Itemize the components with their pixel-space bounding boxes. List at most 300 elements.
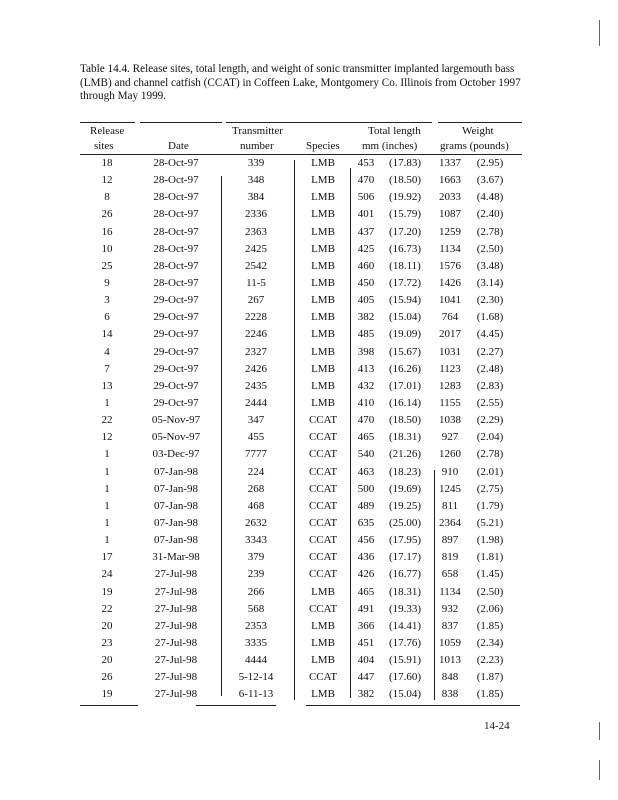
cell-length-mm: 635 [357, 516, 375, 529]
cell-date: 29-Oct-97 [153, 311, 199, 324]
table-row [0, 309, 618, 326]
table-row [0, 412, 618, 429]
cell-weight-grams: 764 [441, 311, 459, 324]
cell-length-inches: (18.31) [388, 431, 422, 444]
cell-site: 1 [104, 448, 110, 461]
cell-weight-pounds: (1.81) [476, 551, 504, 564]
cell-species: CCAT [308, 448, 338, 461]
table-row [0, 361, 618, 378]
cell-site: 19 [101, 585, 113, 598]
cell-transmitter: 339 [247, 157, 265, 169]
cell-site: 8 [104, 191, 110, 204]
cell-weight-pounds: (1.68) [476, 311, 504, 324]
cell-date: 07-Jan-98 [154, 482, 198, 495]
table-row [0, 189, 618, 206]
cell-length-mm: 404 [357, 654, 375, 667]
cell-transmitter: 6-11-13 [238, 688, 274, 701]
cell-weight-pounds: (2.48) [476, 362, 504, 375]
cell-weight-pounds: (2.01) [476, 465, 504, 478]
cell-date: 28-Oct-97 [153, 208, 199, 221]
table-row [0, 241, 618, 258]
cell-species: CCAT [308, 482, 338, 495]
cell-length-inches: (16.26) [388, 362, 422, 375]
cell-date: 29-Oct-97 [153, 362, 199, 375]
header-grams-pounds: grams (pounds) [440, 140, 509, 152]
cell-transmitter: 2632 [245, 516, 267, 529]
cell-date: 03-Dec-97 [152, 448, 200, 461]
cell-weight-pounds: (2.40) [476, 208, 504, 221]
cell-date: 29-Oct-97 [153, 328, 199, 341]
cell-weight-grams: 1087 [439, 208, 461, 221]
cell-site: 7 [104, 362, 110, 375]
cell-weight-pounds: (2.27) [476, 345, 504, 358]
table-row [0, 498, 618, 515]
cell-species: CCAT [308, 431, 338, 444]
cell-length-mm: 456 [357, 534, 375, 547]
cell-length-mm: 491 [357, 602, 375, 615]
cell-date: 07-Jan-98 [154, 499, 198, 512]
cell-weight-grams: 1134 [439, 585, 461, 598]
cell-site: 22 [101, 602, 113, 615]
cell-weight-grams: 2364 [439, 516, 461, 529]
cell-transmitter: 348 [247, 174, 265, 187]
table-row [0, 635, 618, 652]
cell-species: LMB [311, 362, 335, 375]
scan-mark [599, 760, 600, 780]
table-row [0, 584, 618, 601]
cell-weight-pounds: (2.29) [476, 414, 504, 427]
table-row [0, 669, 618, 686]
cell-weight-grams: 1038 [439, 414, 461, 427]
cell-site: 24 [101, 568, 113, 581]
cell-transmitter: 2363 [245, 225, 267, 238]
table-row [0, 446, 618, 463]
cell-species: LMB [311, 345, 335, 358]
cell-weight-pounds: (2.23) [476, 654, 504, 667]
table-row [0, 344, 618, 361]
cell-date: 28-Oct-97 [153, 174, 199, 187]
cell-weight-pounds: (1.98) [476, 534, 504, 547]
cell-site: 1 [104, 516, 110, 529]
cell-weight-pounds: (2.55) [476, 396, 504, 409]
cell-transmitter: 266 [247, 585, 265, 598]
cell-weight-grams: 837 [441, 619, 459, 632]
cell-length-mm: 426 [357, 568, 375, 581]
table-row [0, 155, 618, 172]
cell-weight-pounds: (5.21) [476, 516, 504, 529]
cell-species: LMB [311, 396, 335, 409]
cell-weight-pounds: (1.85) [476, 688, 504, 701]
cell-species: CCAT [308, 671, 338, 684]
cell-weight-grams: 2033 [439, 191, 461, 204]
cell-transmitter: 2435 [245, 379, 267, 392]
cell-weight-grams: 1041 [439, 294, 461, 307]
cell-weight-grams: 848 [441, 671, 459, 684]
cell-length-inches: (17.83) [388, 157, 422, 169]
cell-weight-grams: 897 [441, 534, 459, 547]
table-row [0, 326, 618, 343]
cell-length-mm: 470 [357, 174, 375, 187]
cell-length-mm: 432 [357, 379, 375, 392]
cell-length-mm: 366 [357, 619, 375, 632]
cell-site: 14 [101, 328, 113, 341]
cell-length-mm: 465 [357, 585, 375, 598]
cell-length-inches: (19.09) [388, 328, 422, 341]
cell-length-inches: (17.01) [388, 379, 422, 392]
cell-length-inches: (18.50) [388, 414, 422, 427]
cell-transmitter: 2542 [245, 259, 267, 272]
cell-date: 07-Jan-98 [154, 465, 198, 478]
cell-weight-pounds: (2.78) [476, 448, 504, 461]
cell-weight-grams: 1337 [439, 157, 461, 169]
table-row [0, 172, 618, 189]
cell-weight-pounds: (3.14) [476, 276, 504, 289]
cell-length-mm: 425 [357, 242, 375, 255]
cell-weight-pounds: (4.45) [476, 328, 504, 341]
cell-site: 1 [104, 396, 110, 409]
cell-site: 26 [101, 208, 113, 221]
cell-weight-grams: 1283 [439, 379, 461, 392]
cell-site: 1 [104, 499, 110, 512]
cell-length-mm: 506 [357, 191, 375, 204]
table-row [0, 481, 618, 498]
cell-date: 27-Jul-98 [154, 568, 198, 581]
cell-length-inches: (19.25) [388, 499, 422, 512]
cell-length-inches: (15.04) [388, 688, 422, 701]
cell-site: 20 [101, 619, 113, 632]
cell-transmitter: 2336 [245, 208, 267, 221]
cell-site: 18 [101, 157, 113, 169]
cell-species: CCAT [308, 465, 338, 478]
cell-species: LMB [311, 157, 335, 169]
cell-transmitter: 2425 [245, 242, 267, 255]
table-row [0, 618, 618, 635]
header-release: Release [90, 125, 125, 137]
cell-length-inches: (14.41) [388, 619, 422, 632]
table-row [0, 566, 618, 583]
cell-length-inches: (15.04) [388, 311, 422, 324]
cell-weight-pounds: (1.79) [476, 499, 504, 512]
cell-weight-pounds: (1.87) [476, 671, 504, 684]
header-transmitter: Transmitter [232, 125, 283, 137]
cell-date: 05-Nov-97 [151, 431, 201, 444]
cell-length-inches: (17.20) [388, 225, 422, 238]
cell-weight-pounds: (2.95) [476, 157, 504, 169]
header-rule-sites [80, 122, 135, 123]
cell-species: LMB [311, 276, 335, 289]
cell-site: 25 [101, 259, 113, 272]
header-sites: sites [94, 140, 114, 152]
cell-length-inches: (17.72) [388, 276, 422, 289]
cell-length-mm: 401 [357, 208, 375, 221]
cell-transmitter: 379 [247, 551, 265, 564]
cell-transmitter: 455 [247, 431, 265, 444]
cell-date: 28-Oct-97 [153, 276, 199, 289]
table-bottom-rule [80, 705, 138, 706]
table-caption: Table 14.4. Release sites, total length, and weight of sonic transmitter implanted largemouth bass (LMB) and channel catfish (CCAT) in Coffeen Lake, Montgomery Co. Illinois from October 1997 through May 1999. [80, 63, 521, 102]
cell-weight-grams: 1426 [439, 276, 461, 289]
cell-species: LMB [311, 688, 335, 701]
cell-weight-pounds: (2.04) [476, 431, 504, 444]
cell-date: 29-Oct-97 [153, 345, 199, 358]
cell-length-inches: (16.77) [388, 568, 422, 581]
cell-weight-grams: 838 [441, 688, 459, 701]
header-rule-transmitter [226, 122, 362, 123]
cell-site: 9 [104, 276, 110, 289]
cell-transmitter: 568 [247, 602, 265, 615]
cell-site: 4 [104, 345, 110, 358]
scan-mark [599, 20, 600, 46]
cell-date: 29-Oct-97 [153, 379, 199, 392]
cell-date: 31-Mar-98 [152, 551, 200, 564]
cell-length-inches: (18.23) [388, 465, 422, 478]
cell-weight-pounds: (2.78) [476, 225, 504, 238]
table-row [0, 224, 618, 241]
cell-site: 19 [101, 688, 113, 701]
cell-length-mm: 470 [357, 414, 375, 427]
cell-length-mm: 382 [357, 688, 375, 701]
cell-species: LMB [311, 208, 335, 221]
cell-site: 1 [104, 465, 110, 478]
cell-date: 27-Jul-98 [154, 585, 198, 598]
cell-species: LMB [311, 174, 335, 187]
cell-weight-grams: 1576 [439, 259, 461, 272]
cell-date: 27-Jul-98 [154, 602, 198, 615]
table-row [0, 258, 618, 275]
cell-weight-pounds: (1.85) [476, 619, 504, 632]
cell-weight-grams: 1134 [439, 242, 461, 255]
cell-transmitter: 2246 [245, 328, 267, 341]
table-row [0, 395, 618, 412]
cell-length-inches: (17.76) [388, 636, 422, 649]
cell-length-inches: (19.33) [388, 602, 422, 615]
cell-date: 07-Jan-98 [154, 516, 198, 529]
cell-species: LMB [311, 636, 335, 649]
cell-weight-grams: 811 [441, 499, 459, 512]
cell-length-mm: 437 [357, 225, 375, 238]
cell-species: CCAT [308, 516, 338, 529]
cell-transmitter: 4444 [245, 654, 267, 667]
cell-length-mm: 450 [357, 276, 375, 289]
cell-length-mm: 485 [357, 328, 375, 341]
cell-transmitter: 468 [247, 499, 265, 512]
cell-length-mm: 413 [357, 362, 375, 375]
cell-site: 1 [104, 534, 110, 547]
header-total-length: Total length [368, 125, 421, 137]
cell-date: 27-Jul-98 [154, 636, 198, 649]
cell-length-inches: (15.79) [388, 208, 422, 221]
cell-species: LMB [311, 328, 335, 341]
table-row [0, 464, 618, 481]
table-row [0, 378, 618, 395]
cell-species: LMB [311, 259, 335, 272]
cell-length-inches: (16.73) [388, 242, 422, 255]
cell-site: 6 [104, 311, 110, 324]
cell-transmitter: 347 [247, 414, 265, 427]
cell-date: 27-Jul-98 [154, 619, 198, 632]
cell-transmitter: 2426 [245, 362, 267, 375]
cell-weight-pounds: (3.67) [476, 174, 504, 187]
cell-date: 28-Oct-97 [153, 242, 199, 255]
cell-weight-grams: 1259 [439, 225, 461, 238]
cell-transmitter: 7777 [245, 448, 267, 461]
cell-length-mm: 405 [357, 294, 375, 307]
cell-length-inches: (18.31) [388, 585, 422, 598]
table-row [0, 275, 618, 292]
cell-length-mm: 451 [357, 636, 375, 649]
cell-weight-pounds: (2.83) [476, 379, 504, 392]
table-row [0, 206, 618, 223]
cell-species: LMB [311, 585, 335, 598]
header-rule-date [140, 122, 222, 123]
cell-length-inches: (19.69) [388, 482, 422, 495]
table-row [0, 532, 618, 549]
cell-weight-grams: 1031 [439, 345, 461, 358]
cell-site: 22 [101, 414, 113, 427]
cell-transmitter: 3335 [245, 636, 267, 649]
cell-transmitter: 2228 [245, 311, 267, 324]
cell-site: 3 [104, 294, 110, 307]
cell-date: 29-Oct-97 [153, 396, 199, 409]
header-mm-inches: mm (inches) [362, 140, 418, 152]
cell-length-inches: (19.92) [388, 191, 422, 204]
cell-site: 20 [101, 654, 113, 667]
cell-weight-pounds: (2.50) [476, 242, 504, 255]
header-number: number [240, 140, 274, 152]
cell-weight-pounds: (3.48) [476, 259, 504, 272]
cell-species: CCAT [308, 534, 338, 547]
cell-date: 28-Oct-97 [153, 225, 199, 238]
cell-date: 27-Jul-98 [154, 654, 198, 667]
cell-length-inches: (25.00) [388, 516, 422, 529]
cell-date: 27-Jul-98 [154, 671, 198, 684]
cell-site: 16 [101, 225, 113, 238]
cell-weight-grams: 658 [441, 568, 459, 581]
cell-site: 12 [101, 174, 113, 187]
cell-length-mm: 382 [357, 311, 375, 324]
cell-site: 10 [101, 242, 113, 255]
cell-length-inches: (15.94) [388, 294, 422, 307]
cell-transmitter: 2353 [245, 619, 267, 632]
cell-length-mm: 398 [357, 345, 375, 358]
cell-weight-pounds: (1.45) [476, 568, 504, 581]
cell-transmitter: 268 [247, 482, 265, 495]
cell-species: LMB [311, 191, 335, 204]
cell-length-inches: (15.67) [388, 345, 422, 358]
cell-species: CCAT [308, 499, 338, 512]
scan-mark [599, 722, 600, 740]
cell-site: 12 [101, 431, 113, 444]
cell-site: 23 [101, 636, 113, 649]
cell-weight-grams: 1123 [439, 362, 461, 375]
cell-species: CCAT [308, 602, 338, 615]
cell-transmitter: 2327 [245, 345, 267, 358]
cell-species: CCAT [308, 414, 338, 427]
cell-weight-pounds: (2.75) [476, 482, 504, 495]
cell-length-inches: (16.14) [388, 396, 422, 409]
table-row [0, 292, 618, 309]
cell-site: 13 [101, 379, 113, 392]
cell-length-inches: (15.91) [388, 654, 422, 667]
header-rule-weight [438, 122, 522, 123]
cell-length-mm: 540 [357, 448, 375, 461]
cell-weight-pounds: (2.06) [476, 602, 504, 615]
cell-date: 05-Nov-97 [151, 414, 201, 427]
cell-length-mm: 500 [357, 482, 375, 495]
cell-date: 27-Jul-98 [154, 688, 198, 701]
table-row [0, 549, 618, 566]
cell-weight-pounds: (2.34) [476, 636, 504, 649]
cell-length-mm: 410 [357, 396, 375, 409]
cell-length-inches: (18.11) [389, 259, 421, 272]
cell-weight-grams: 1013 [439, 654, 461, 667]
cell-species: LMB [311, 311, 335, 324]
header-species: Species [306, 140, 340, 152]
header-date: Date [168, 140, 189, 152]
cell-weight-grams: 1663 [439, 174, 461, 187]
cell-length-mm: 436 [357, 551, 375, 564]
cell-transmitter: 384 [247, 191, 265, 204]
cell-weight-grams: 927 [441, 431, 459, 444]
cell-species: LMB [311, 294, 335, 307]
cell-transmitter: 3343 [245, 534, 267, 547]
table-row [0, 515, 618, 532]
cell-length-mm: 453 [357, 157, 375, 169]
cell-weight-pounds: (2.50) [476, 585, 504, 598]
cell-weight-grams: 819 [441, 551, 459, 564]
page-number: 14-24 [484, 720, 510, 732]
cell-weight-pounds: (4.48) [476, 191, 504, 204]
cell-site: 17 [101, 551, 113, 564]
table-row [0, 686, 618, 703]
table-row [0, 601, 618, 618]
cell-length-mm: 489 [357, 499, 375, 512]
cell-length-mm: 465 [357, 431, 375, 444]
cell-transmitter: 239 [247, 568, 265, 581]
header-rule-length [352, 122, 432, 123]
cell-weight-grams: 910 [441, 465, 459, 478]
cell-transmitter: 267 [247, 294, 265, 307]
cell-length-mm: 460 [357, 259, 375, 272]
table-row [0, 652, 618, 669]
table-bottom-rule [196, 705, 276, 706]
cell-species: LMB [311, 379, 335, 392]
cell-date: 07-Jan-98 [154, 534, 198, 547]
cell-length-inches: (21.26) [388, 448, 422, 461]
table-body [0, 155, 618, 704]
cell-date: 28-Oct-97 [153, 259, 199, 272]
cell-site: 26 [101, 671, 113, 684]
cell-site: 1 [104, 482, 110, 495]
cell-weight-grams: 2017 [439, 328, 461, 341]
cell-weight-grams: 1155 [439, 396, 461, 409]
cell-species: CCAT [308, 551, 338, 564]
cell-species: LMB [311, 242, 335, 255]
cell-transmitter: 11-5 [246, 276, 266, 289]
cell-weight-grams: 932 [441, 602, 459, 615]
cell-length-mm: 447 [357, 671, 375, 684]
header-weight: Weight [462, 125, 494, 137]
cell-weight-grams: 1245 [439, 482, 461, 495]
cell-transmitter: 224 [247, 465, 265, 478]
cell-date: 28-Oct-97 [153, 157, 199, 169]
cell-date: 28-Oct-97 [153, 191, 199, 204]
cell-species: CCAT [308, 568, 338, 581]
cell-date: 29-Oct-97 [153, 294, 199, 307]
cell-weight-grams: 1059 [439, 636, 461, 649]
cell-species: LMB [311, 225, 335, 238]
cell-species: LMB [311, 619, 335, 632]
